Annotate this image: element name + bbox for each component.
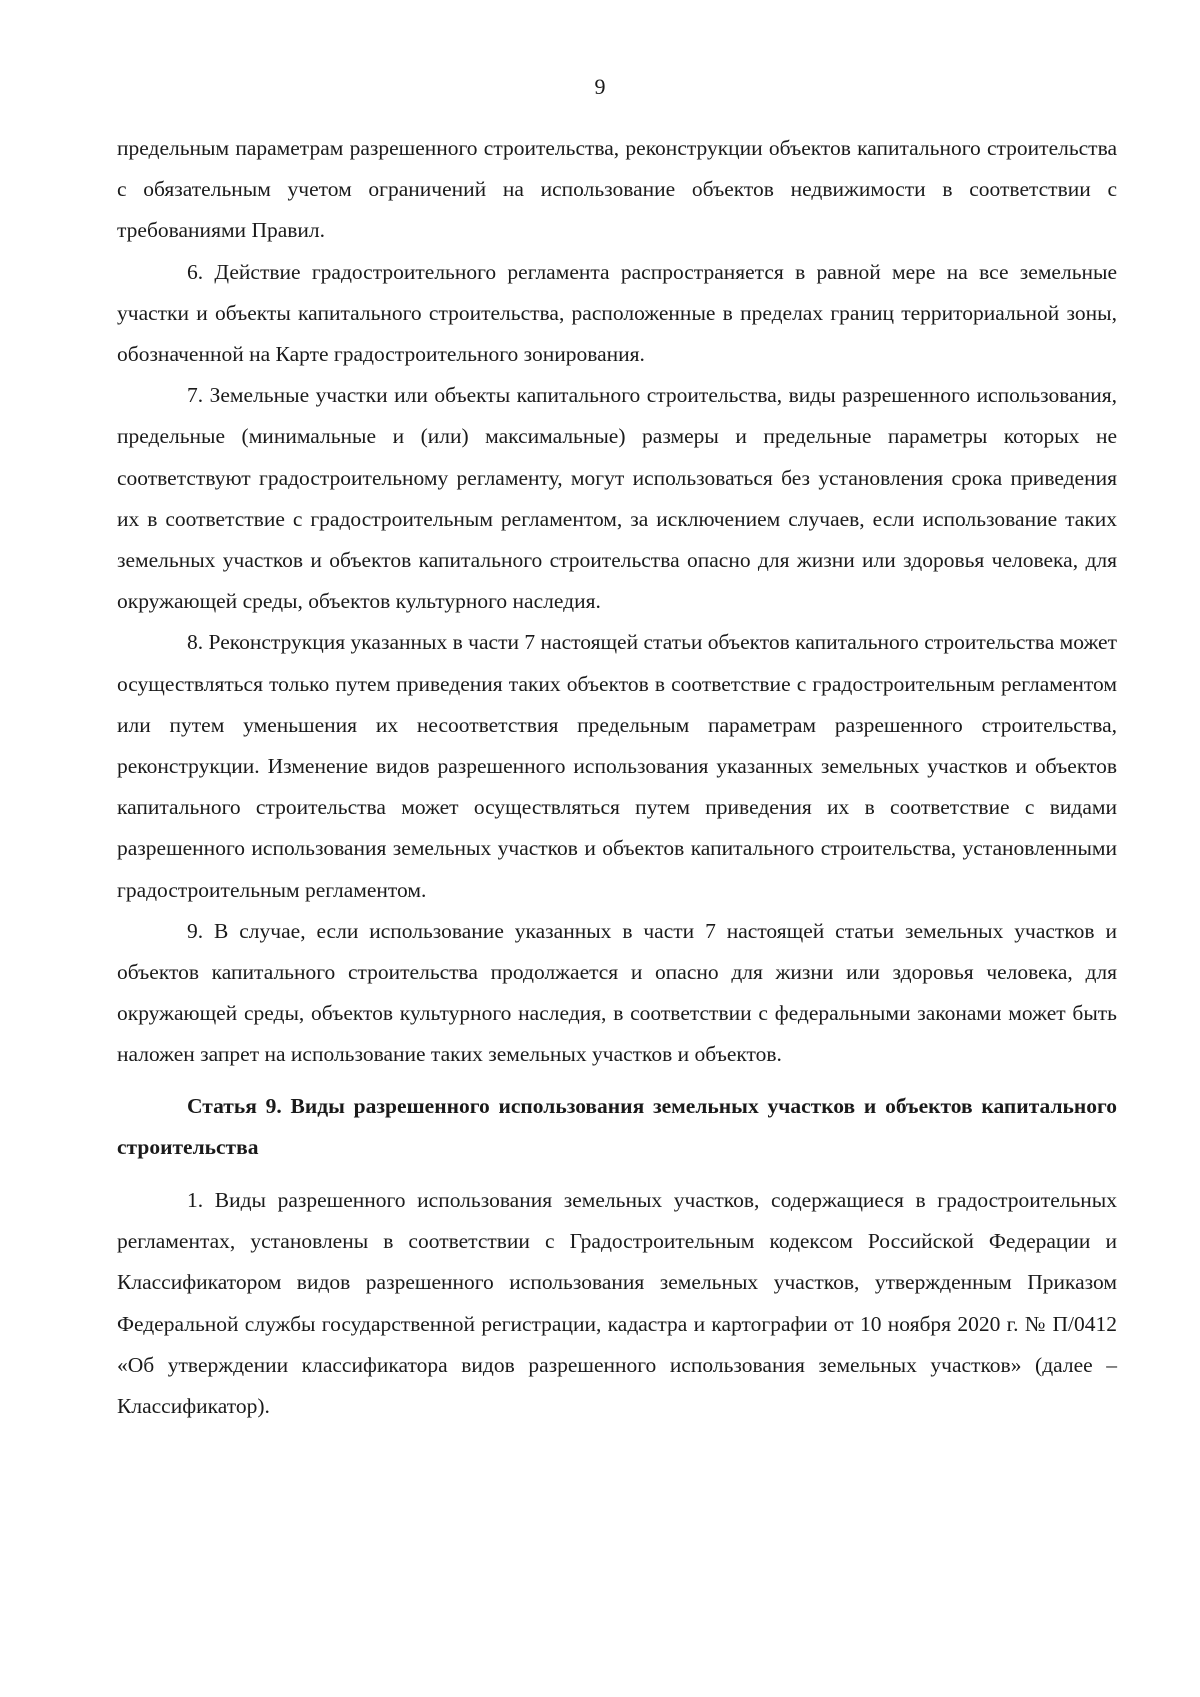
article-heading: Статья 9. Виды разрешенного использования земельных участков и объектов капитального строительства xyxy=(117,1093,1117,1159)
paragraph-item-7: 7. Земельные участки или объекты капитального строительства, виды разрешенного использования, предельные (минимальные и (или) максимальные) размеры и предельные параметры которых не соответствуют градостроительному регламенту, могут использоваться без установления срока приведения их в соответствие с градостроительным регламентом, за исключением случаев, если использование таких земельных участков и объектов капитального строительства опасно для жизни или здоровья человека, для окружающей среды, объектов культурного наследия. xyxy=(117,383,1117,614)
paragraph-item-9: 9. В случае, если использование указанных в части 7 настоящей статьи земельных участков и объектов капитального строительства продолжается и опасно для жизни или здоровья человека, для окружающей среды, объектов культурного наследия, в соответствии с федеральными законами может быть наложен запрет на использование таких земельных участков и объектов. xyxy=(117,918,1117,1067)
paragraph-item-6: 6. Действие градостроительного регламента распространяется в равной мере на все земельные участки и объекты капитального строительства, расположенные в пределах границ территориальной зоны, обозначенной на Карте градостроительного зонирования. xyxy=(117,259,1117,367)
page-number: 9 xyxy=(594,74,606,99)
document-body xyxy=(117,128,1117,1427)
article-paragraph-item-1: 1. Виды разрешенного использования земельных участков, содержащиеся в градостроительных регламентах, установлены в соответствии с Градостроительным кодексом Российской Федерации и Классификатором видов разрешенного использования земельных участков, утвержденным Приказом Федеральной службы государственной регистрации, кадастра и картографии от 10 ноября 2020 г. № П/0412 «Об утверждении классификатора видов разрешенного использования земельных участков» (далее – Классификатор). xyxy=(117,1188,1117,1419)
paragraph-continuation: предельным параметрам разрешенного строительства, реконструкции объектов капитального строительства с обязательным учетом ограничений на использование объектов недвижимости в соответствии с требованиями Правил. xyxy=(117,136,1117,243)
paragraph-item-8: 8. Реконструкция указанных в части 7 настоящей статьи объектов капитального строительства может осуществляться только путем приведения таких объектов в соответствие с градостроительным регламентом или путем уменьшения их несоответствия предельным параметрам разрешенного строительства, реконструкции. Изменение видов разрешенного использования указанных земельных участков и объектов капитального строительства может осуществляться путем приведения их в соответствие с видами разрешенного использования земельных участков и объектов капитального строительства, установленными градостроительным регламентом. xyxy=(117,630,1117,902)
